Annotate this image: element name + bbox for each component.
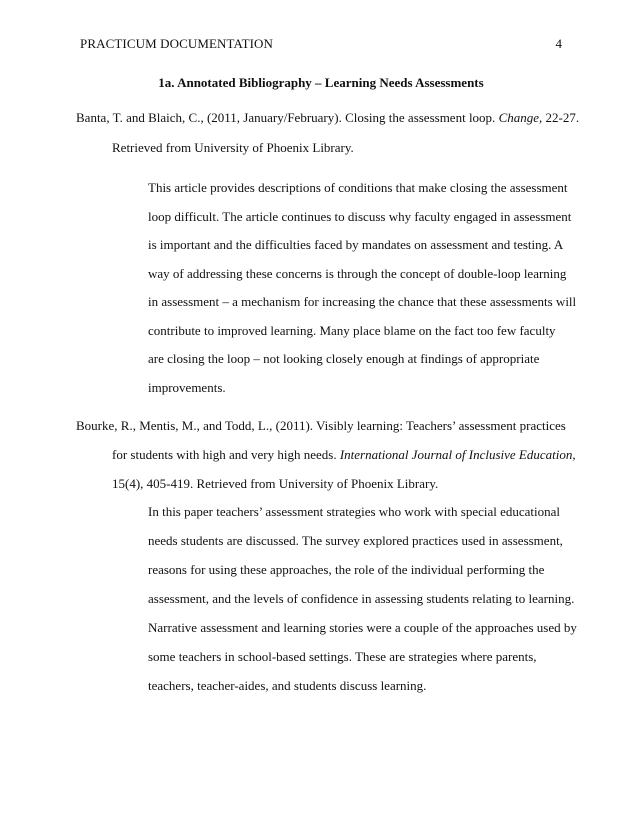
citation-2-line-1: Bourke, R., Mentis, M., and Todd, L., (2011). Visibly learning: Teachers’ assessment practices	[76, 418, 566, 433]
citation-1-journal: Change,	[498, 110, 543, 125]
citation-2-journal: International Journal of Inclusive Education,	[339, 447, 576, 462]
annotation-1-line: contribute to improved learning. Many place blame on the fact too few faculty	[148, 323, 556, 338]
annotation-1-line: This article provides descriptions of conditions that make closing the assessment	[148, 180, 568, 195]
annotation-2-line: teachers, teacher-aides, and students discuss learning.	[148, 678, 427, 693]
citation-1-line-1: Banta, T. and Blaich, C., (2011, January/February). Closing the assessment loop. Change, 22-27.	[76, 110, 580, 125]
annotation-1-line: in assessment – a mechanism for increasing the chance that these assessments will	[148, 294, 577, 309]
annotation-1-line: are closing the loop – not looking closely enough at findings of appropriate	[148, 351, 540, 366]
annotation-2-line: reasons for using these approaches, the role of the individual performing the	[148, 562, 545, 577]
annotation-2-line: In this paper teachers’ assessment strategies who work with special educational	[148, 504, 561, 519]
annotation-2-line: Narrative assessment and learning stories were a couple of the approaches used by	[148, 620, 577, 635]
annotation-1-line: is important and the difficulties faced by mandates on assessment and testing. A	[148, 237, 564, 252]
citation-2-line-3: 15(4), 405-419. Retrieved from University of Phoenix Library.	[112, 476, 439, 491]
section-heading-text: 1a. Annotated Bibliography – Learning Needs Assessments	[158, 75, 484, 90]
annotation-1-line: improvements.	[148, 380, 226, 395]
section-heading	[0, 75, 638, 91]
annotation-2-line: assessment, and the levels of confidence in assessing students relating to learning.	[148, 591, 575, 606]
page-number: 4	[555, 36, 562, 51]
citation-2-line-2: for students with high and very high needs. International Journal of Inclusive Education,	[112, 447, 576, 462]
annotation-1-line: loop difficult. The article continues to discuss why faculty engaged in assessment	[148, 209, 572, 224]
citation-1-line-2: Retrieved from University of Phoenix Library.	[112, 140, 354, 155]
annotation-1-line: way of addressing these concerns is through the concept of double-loop learning	[148, 266, 567, 281]
annotation-2-line: needs students are discussed. The survey explored practices used in assessment,	[148, 533, 563, 548]
annotation-2-line: some teachers in school-based settings. These are strategies where parents,	[148, 649, 537, 664]
running-head: PRACTICUM DOCUMENTATION	[80, 36, 274, 51]
